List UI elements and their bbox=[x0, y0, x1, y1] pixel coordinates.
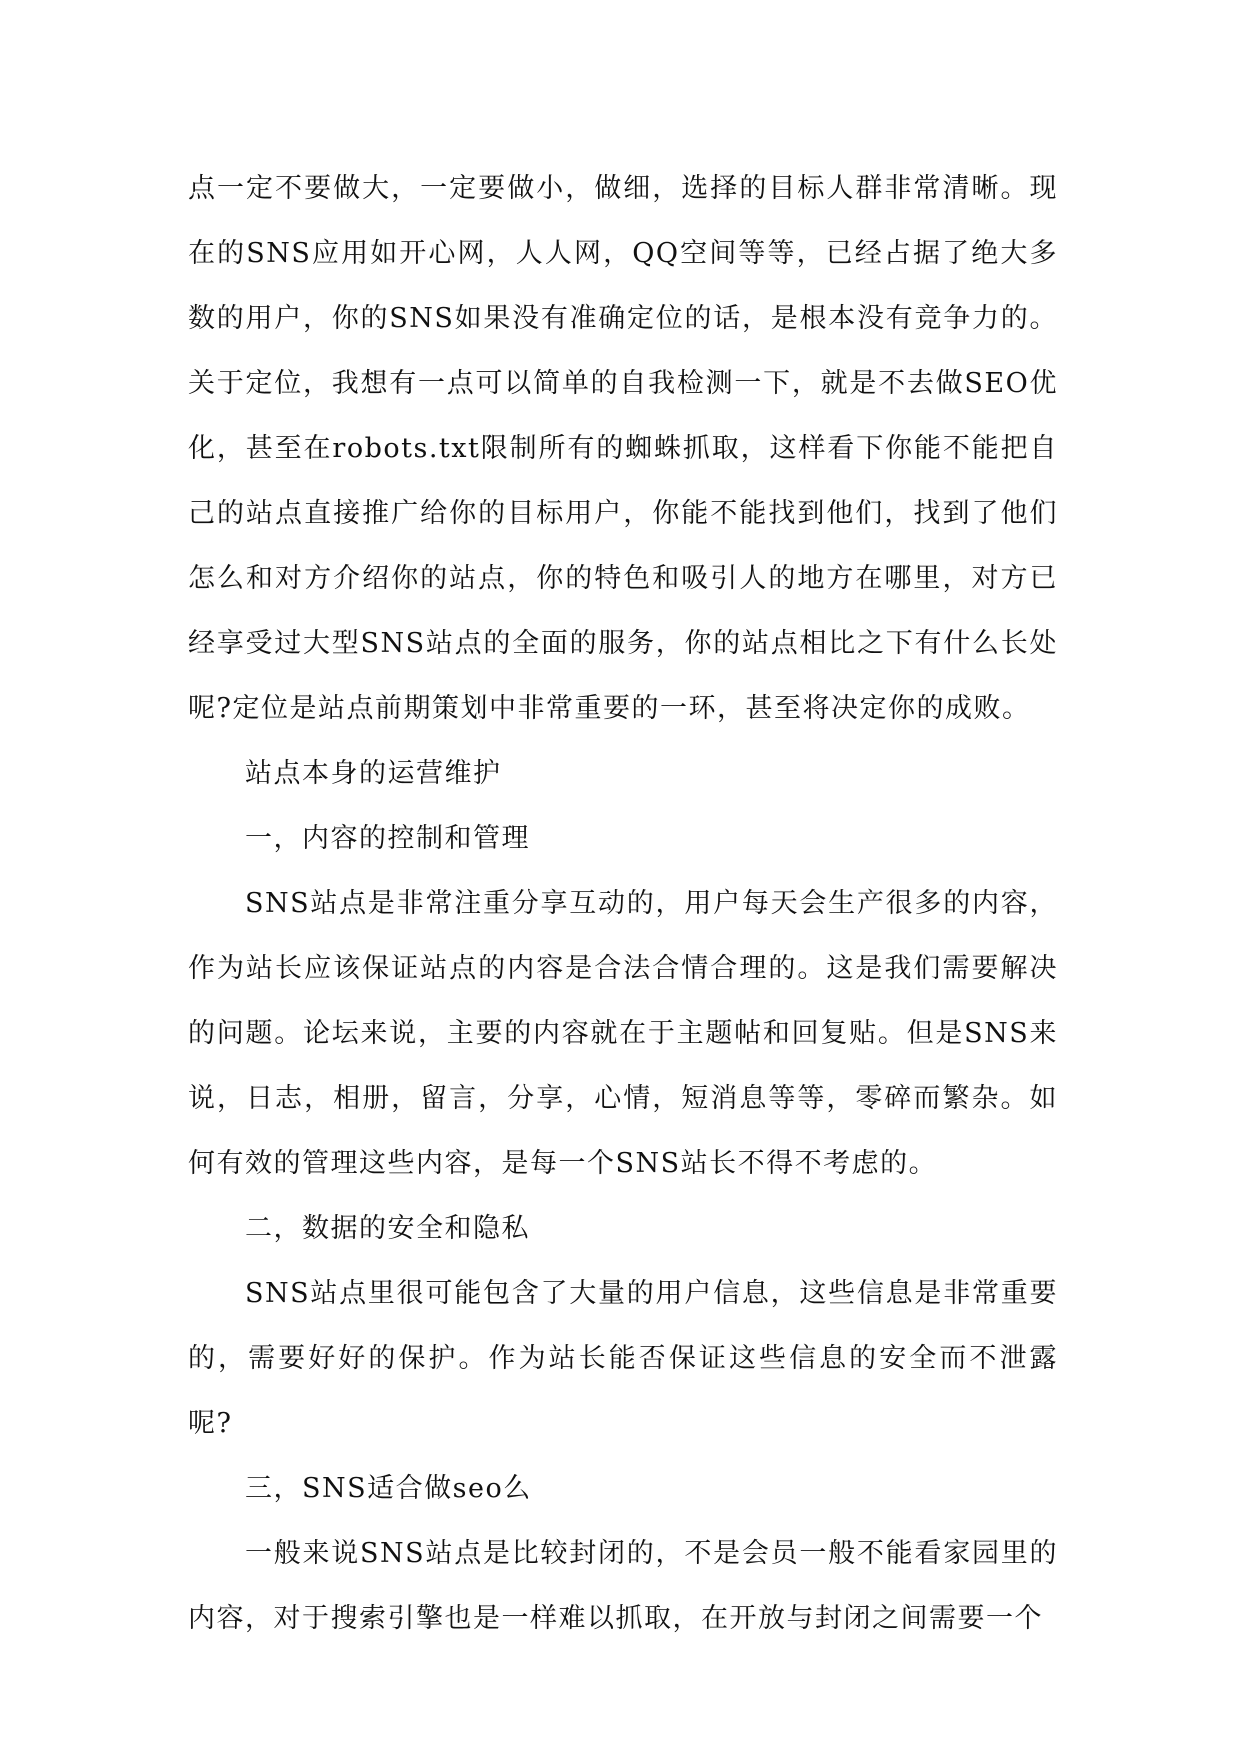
heading-data-security: 二，数据的安全和隐私 bbox=[245, 1213, 530, 1244]
paragraph-sns-seo: 一般来说SNS站点是比较封闭的，不是会员一般不能看家园里的内容，对于搜索引擎也是一样难以抓取，在开放与封闭之间需要一个 bbox=[188, 1538, 1058, 1634]
heading-content-control: 一，内容的控制和管理 bbox=[245, 823, 530, 854]
heading-sns-seo: 三，SNS适合做seo么 bbox=[245, 1473, 532, 1504]
document-body bbox=[188, 156, 1058, 1651]
paragraph-data-security: SNS站点里很可能包含了大量的用户信息，这些信息是非常重要的，需要好好的保护。作为站长能否保证这些信息的安全而不泄露呢? bbox=[188, 1278, 1058, 1439]
paragraph-content-control: SNS站点是非常注重分享互动的，用户每天会生产很多的内容，作为站长应该保证站点的内容是合法合情合理的。这是我们需要解决的问题。论坛来说，主要的内容就在于主题帖和回复贴。但是SNS来说，日志，相册，留言，分享，心情，短消息等等，零碎而繁杂。如何有效的管理这些内容，是每一个SNS站长不得不考虑的。 bbox=[188, 888, 1058, 1179]
heading-site-operation: 站点本身的运营维护 bbox=[245, 758, 502, 789]
paragraph-positioning: 点一定不要做大，一定要做小，做细，选择的目标人群非常清晰。现在的SNS应用如开心网，人人网，QQ空间等等，已经占据了绝大多数的用户，你的SNS如果没有准确定位的话，是根本没有竞争力的。关于定位，我想有一点可以简单的自我检测一下，就是不去做SEO优化，甚至在robots.txt限制所有的蜘蛛抓取，这样看下你能不能把自己的站点直接推广给你的目标用户，你能不能找到他们，找到了他们怎么和对方介绍你的站点，你的特色和吸引人的地方在哪里，对方已经享受过大型SNS站点的全面的服务，你的站点相比之下有什么长处呢?定位是站点前期策划中非常重要的一环，甚至将决定你的成败。 bbox=[188, 173, 1058, 724]
